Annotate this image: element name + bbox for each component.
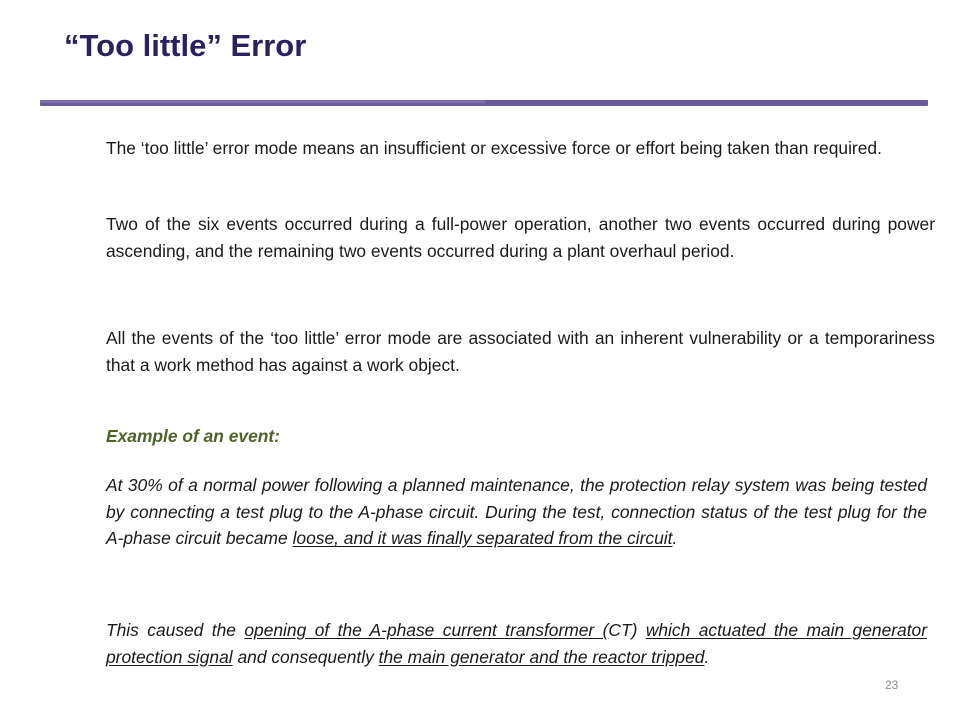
example-paragraph-consequence <box>106 617 927 670</box>
paragraph-vulnerability: All the events of the ‘too little’ error mode are associated with an inherent vulnerability or a temporariness that a work method has against a work object. <box>106 328 935 375</box>
example-heading: Example of an event: <box>106 426 280 446</box>
consequence-text-3: and consequently <box>232 646 379 667</box>
consequence-underlined-2: which actuated the main generator protection signal <box>106 620 928 667</box>
slide-title: “Too little” Error <box>64 28 307 63</box>
consequence-text-2: CT) <box>608 620 646 640</box>
example-test-underlined: loose, and it was finally separated from the circuit <box>292 528 673 548</box>
consequence-end: . <box>704 646 710 667</box>
example-paragraph-test <box>106 472 927 552</box>
example-test-end: . <box>672 528 678 548</box>
paragraph-event-distribution: Two of the six events occurred during a full-power operation, another two events occurred during power ascending, and the remaining two events occurred during a plant overhaul period. <box>106 214 935 261</box>
consequence-text-1: This caused the <box>106 620 245 640</box>
page-number: 23 <box>885 678 899 692</box>
example-test-text: At 30% of a normal power following a planned maintenance, the protection relay system was being tested by connecting a test plug to the A-phase circuit. During the test, connection status of the test plug for the A-phase circuit became <box>106 475 927 548</box>
consequence-underlined-3: the main generator and the reactor tripped <box>378 646 705 667</box>
paragraph-definition: The ‘too little’ error mode means an insufficient or excessive force or effort being taken than required. <box>106 138 882 158</box>
title-divider-shade <box>40 100 485 103</box>
consequence-underlined-1: opening of the A-phase current transformer ( <box>244 620 609 640</box>
